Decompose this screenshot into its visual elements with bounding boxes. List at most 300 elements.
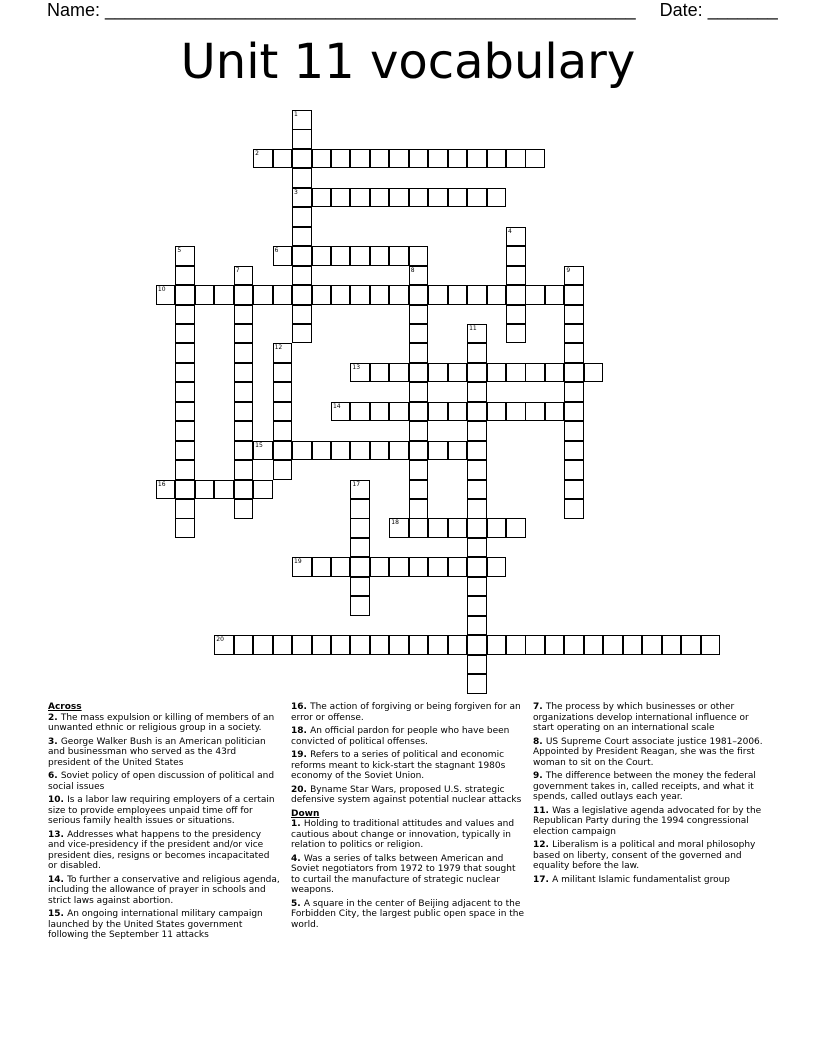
crossword-cell[interactable] — [370, 635, 390, 655]
crossword-cell[interactable] — [564, 266, 584, 286]
crossword-cell[interactable] — [506, 149, 526, 169]
clue-number: 19 — [294, 558, 302, 566]
crossword-cell[interactable] — [467, 441, 487, 461]
clue-item — [291, 702, 525, 723]
crossword-cell[interactable] — [487, 557, 507, 577]
crossword-cell[interactable] — [467, 324, 487, 344]
crossword-cell[interactable] — [234, 343, 254, 363]
crossword-cell[interactable] — [312, 246, 332, 266]
crossword-cell[interactable] — [331, 246, 351, 266]
crossword-cell[interactable] — [487, 518, 507, 538]
crossword-cell[interactable] — [292, 129, 312, 149]
crossword-cell[interactable] — [409, 557, 429, 577]
crossword-cell[interactable] — [467, 382, 487, 402]
clue-text: The mass expulsion or killing of members of an unwanted ethnic or religious group in a society. — [48, 712, 275, 733]
clue-number-label: 4. — [291, 853, 304, 864]
crossword-cell[interactable] — [389, 441, 409, 461]
crossword-cell[interactable] — [506, 402, 526, 422]
crossword-cell[interactable] — [312, 188, 332, 208]
crossword-cell[interactable] — [428, 635, 448, 655]
crossword-cell[interactable] — [253, 285, 273, 305]
crossword-cell[interactable] — [409, 402, 429, 422]
clue-item — [291, 899, 525, 931]
crossword-cell[interactable] — [584, 635, 604, 655]
clue-number-label: 1. — [291, 819, 304, 829]
crossword-cell[interactable] — [506, 285, 526, 305]
crossword-cell[interactable] — [350, 441, 370, 461]
crossword-cell[interactable] — [467, 616, 487, 636]
crossword-cell[interactable] — [506, 324, 526, 344]
crossword-cell[interactable] — [234, 266, 254, 286]
crossword-cell[interactable] — [448, 188, 468, 208]
crossword-cell[interactable] — [467, 538, 487, 558]
crossword-cell[interactable] — [214, 480, 234, 500]
crossword-cell[interactable] — [623, 635, 643, 655]
crossword-cell[interactable] — [467, 480, 487, 500]
crossword-cell[interactable] — [564, 402, 584, 422]
crossword-cell[interactable] — [370, 188, 390, 208]
clue-number: 9 — [566, 266, 571, 274]
crossword-cell[interactable] — [545, 363, 565, 383]
crossword-cell[interactable] — [331, 402, 351, 422]
crossword-cell[interactable] — [564, 285, 584, 305]
crossword-cell[interactable] — [253, 635, 273, 655]
crossword-cell[interactable] — [564, 480, 584, 500]
clue-item — [533, 840, 767, 872]
across-clue-list-continued — [291, 702, 525, 806]
crossword-cell[interactable] — [175, 285, 195, 305]
crossword-cell[interactable] — [175, 518, 195, 538]
crossword-cell[interactable] — [662, 635, 682, 655]
crossword-cell[interactable] — [350, 557, 370, 577]
crossword-cell[interactable] — [525, 149, 545, 169]
crossword-cell[interactable] — [467, 460, 487, 480]
crossword-cell[interactable] — [564, 441, 584, 461]
crossword-cell[interactable] — [292, 324, 312, 344]
crossword-cell[interactable] — [389, 557, 409, 577]
clue-text: An official pardon for people who have been convicted of political offenses. — [291, 726, 510, 747]
crossword-cell[interactable] — [525, 635, 545, 655]
clue-text: Addresses what happens to the presidency and vice-presidency if the president and/or vice president dies, resigns or becomes incapacitated or disabled. — [48, 829, 270, 871]
clue-number: 18 — [391, 519, 399, 527]
crossword-cell[interactable] — [584, 363, 604, 383]
crossword-cell[interactable] — [292, 110, 312, 130]
crossword-cell[interactable] — [195, 285, 215, 305]
name-field[interactable]: _____________________________________________________ — [105, 0, 636, 20]
crossword-cell[interactable] — [234, 421, 254, 441]
clue-number: 17 — [352, 480, 361, 488]
clue-number-label: 14. — [48, 874, 68, 885]
crossword-cell[interactable] — [564, 635, 584, 655]
crossword-cell[interactable] — [234, 402, 254, 422]
clue-number-label: 6. — [48, 771, 61, 781]
crossword-cell[interactable] — [350, 402, 370, 422]
crossword-cell[interactable] — [253, 149, 273, 169]
crossword-cell[interactable] — [389, 188, 409, 208]
crossword-cell[interactable] — [253, 441, 273, 461]
crossword-cell[interactable] — [350, 363, 370, 383]
crossword-cell[interactable] — [428, 188, 448, 208]
crossword-cell[interactable] — [273, 460, 293, 480]
crossword-cell[interactable] — [409, 363, 429, 383]
crossword-cell[interactable] — [331, 188, 351, 208]
crossword-cell[interactable] — [428, 441, 448, 461]
crossword-cell[interactable] — [487, 188, 507, 208]
crossword-cell[interactable] — [234, 441, 254, 461]
clue-number-label: 17. — [533, 874, 553, 885]
crossword-cell[interactable] — [350, 635, 370, 655]
crossword-cell[interactable] — [350, 518, 370, 538]
clue-text: Was a series of talks between American and Soviet negotiators from 1972 to 1979 that sought to curtail the manufacture of strategic nuclear weapons. — [291, 853, 516, 895]
clue-number-label: 7. — [533, 702, 546, 712]
crossword-cell[interactable] — [448, 402, 468, 422]
crossword-cell[interactable] — [525, 402, 545, 422]
crossword-cell[interactable] — [681, 635, 701, 655]
crossword-cell[interactable] — [409, 149, 429, 169]
crossword-cell[interactable] — [506, 363, 526, 383]
clue-item — [291, 750, 525, 782]
clue-number-label: 8. — [533, 736, 546, 747]
crossword-cell[interactable] — [409, 305, 429, 325]
clue-item — [533, 806, 767, 838]
crossword-cell[interactable] — [331, 285, 351, 305]
crossword-cell[interactable] — [467, 655, 487, 675]
crossword-cell[interactable] — [487, 149, 507, 169]
crossword-cell[interactable] — [428, 363, 448, 383]
crossword-cell[interactable] — [292, 149, 312, 169]
clue-text: Byname Star Wars, proposed U.S. strategic defensive system against potential nuclear attacks — [291, 784, 522, 805]
clue-text: A square in the center of Beijing adjacent to the Forbidden City, the largest public open space in the world. — [291, 898, 525, 930]
clue-item — [48, 875, 280, 907]
clue-number-label: 12. — [533, 840, 553, 850]
crossword-cell[interactable] — [312, 557, 332, 577]
crossword-cell[interactable] — [409, 324, 429, 344]
page-title: Unit 11 vocabulary — [180, 34, 636, 90]
crossword-cell[interactable] — [214, 285, 234, 305]
crossword-cell[interactable] — [467, 577, 487, 597]
crossword-cell[interactable] — [273, 343, 293, 363]
crossword-cell[interactable] — [234, 285, 254, 305]
crossword-cell[interactable] — [331, 149, 351, 169]
crossword-cell[interactable] — [234, 305, 254, 325]
clue-item — [533, 702, 767, 734]
date-field[interactable]: _______ — [707, 0, 778, 20]
crossword-cell[interactable] — [175, 305, 195, 325]
crossword-cell[interactable] — [350, 596, 370, 616]
crossword-cell[interactable] — [545, 402, 565, 422]
crossword-cell[interactable] — [409, 518, 429, 538]
crossword-cell[interactable] — [350, 149, 370, 169]
crossword-cell[interactable] — [273, 402, 293, 422]
crossword-cell[interactable] — [350, 499, 370, 519]
crossword-cell[interactable] — [467, 188, 487, 208]
clue-text: Is a labor law requiring employers of a certain size to provide employees unpaid time off for serious family health issues or situations. — [48, 795, 275, 826]
crossword-cell[interactable] — [409, 499, 429, 519]
clues-column-1 — [48, 702, 280, 944]
crossword-cell[interactable] — [331, 635, 351, 655]
crossword-cell[interactable] — [253, 480, 273, 500]
crossword-cell[interactable] — [525, 363, 545, 383]
crossword-cell[interactable] — [409, 266, 429, 286]
crossword-cell[interactable] — [564, 460, 584, 480]
crossword-cell[interactable] — [234, 324, 254, 344]
crossword-cell[interactable] — [467, 285, 487, 305]
crossword-cell[interactable] — [467, 402, 487, 422]
crossword-cell[interactable] — [409, 285, 429, 305]
down-clue-list-continued — [533, 702, 767, 885]
crossword-cell[interactable] — [350, 538, 370, 558]
crossword-cell[interactable] — [292, 188, 312, 208]
crossword-cell[interactable] — [370, 441, 390, 461]
crossword-cell[interactable] — [195, 480, 215, 500]
crossword-cell[interactable] — [370, 363, 390, 383]
crossword-cell[interactable] — [234, 480, 254, 500]
across-header: Across — [48, 702, 82, 712]
crossword-cell[interactable] — [448, 635, 468, 655]
crossword-cell[interactable] — [292, 266, 312, 286]
crossword-cell[interactable] — [350, 285, 370, 305]
crossword-cell[interactable] — [525, 285, 545, 305]
crossword-cell[interactable] — [389, 246, 409, 266]
clue-text: Holding to traditional attitudes and values and cautious about change or innovation, typically in relation to politics or religion. — [291, 819, 515, 850]
crossword-cell[interactable] — [487, 363, 507, 383]
clue-number-label: 9. — [533, 771, 546, 781]
clue-number: 1 — [294, 111, 298, 118]
clue-number: 14 — [332, 402, 341, 410]
clue-number-label: 13. — [48, 829, 68, 840]
crossword-cell[interactable] — [409, 480, 429, 500]
crossword-cell[interactable] — [389, 363, 409, 383]
crossword-cell[interactable] — [175, 480, 195, 500]
clue-number: 5 — [177, 247, 182, 255]
crossword-cell[interactable] — [312, 285, 332, 305]
crossword-cell[interactable] — [545, 635, 565, 655]
crossword-cell[interactable] — [175, 460, 195, 480]
name-label: Name: — [47, 0, 101, 20]
crossword-cell[interactable] — [350, 188, 370, 208]
clue-number-label: 15. — [48, 909, 68, 919]
crossword-cell[interactable] — [331, 557, 351, 577]
crossword-cell[interactable] — [409, 382, 429, 402]
crossword-cell[interactable] — [234, 635, 254, 655]
crossword-cell[interactable] — [467, 343, 487, 363]
clue-number: 7 — [235, 266, 240, 274]
crossword-cell[interactable] — [603, 635, 623, 655]
crossword-cell[interactable] — [234, 382, 254, 402]
crossword-cell[interactable] — [467, 499, 487, 519]
clue-text: An ongoing international military campaign launched by the United States government following the September 11 attacks — [48, 909, 263, 940]
clue-item — [533, 771, 767, 803]
crossword-cell[interactable] — [506, 518, 526, 538]
crossword-cell[interactable] — [467, 363, 487, 383]
clue-item — [48, 909, 280, 941]
crossword-cell[interactable] — [467, 596, 487, 616]
crossword-cell[interactable] — [642, 635, 662, 655]
crossword-cell[interactable] — [467, 421, 487, 441]
crossword-cell[interactable] — [506, 227, 526, 247]
crossword-cell[interactable] — [175, 402, 195, 422]
crossword-cell[interactable] — [409, 460, 429, 480]
crossword-cell[interactable] — [428, 557, 448, 577]
crossword-cell[interactable] — [389, 518, 409, 538]
clue-item — [291, 819, 525, 851]
crossword-cell[interactable] — [175, 246, 195, 266]
clue-text: To further a conservative and religious agenda, including the allowance of prayer in schools and strict laws against abortion. — [48, 874, 280, 906]
clue-text: Refers to a series of political and economic reforms meant to kick-start the stagnant 1980s economy of the Soviet Union. — [291, 750, 506, 781]
crossword-cell[interactable] — [389, 149, 409, 169]
crossword-cell[interactable] — [234, 460, 254, 480]
crossword-cell[interactable] — [370, 246, 390, 266]
crossword-cell[interactable] — [175, 499, 195, 519]
clue-number: 6 — [274, 247, 279, 255]
crossword-cell[interactable] — [564, 305, 584, 325]
crossword-cell[interactable] — [273, 441, 293, 461]
crossword-cell[interactable] — [409, 246, 429, 266]
crossword-cell[interactable] — [370, 557, 390, 577]
crossword-cell[interactable] — [409, 635, 429, 655]
crossword-cell[interactable] — [506, 246, 526, 266]
clue-text: Was a legislative agenda advocated for by the Republican Party during the 1994 congressional election campaign — [533, 805, 762, 837]
clue-item — [48, 771, 280, 792]
crossword-cell[interactable] — [448, 441, 468, 461]
clue-item — [48, 795, 280, 827]
crossword-cell[interactable] — [273, 382, 293, 402]
crossword-cell[interactable] — [487, 285, 507, 305]
crossword-cell[interactable] — [409, 441, 429, 461]
crossword-cell[interactable] — [175, 266, 195, 286]
clue-number: 10 — [157, 286, 166, 294]
crossword-cell[interactable] — [448, 363, 468, 383]
crossword-cell[interactable] — [350, 246, 370, 266]
clues-column-3 — [533, 702, 767, 888]
crossword-cell[interactable] — [273, 285, 293, 305]
crossword-cell[interactable] — [506, 305, 526, 325]
crossword-cell[interactable] — [273, 149, 293, 169]
crossword-cell[interactable] — [389, 402, 409, 422]
crossword-cell[interactable] — [487, 402, 507, 422]
crossword-cell[interactable] — [312, 441, 332, 461]
clue-number-label: 5. — [291, 898, 304, 909]
crossword-cell[interactable] — [214, 635, 234, 655]
crossword-cell[interactable] — [467, 674, 487, 694]
crossword-cell[interactable] — [564, 324, 584, 344]
crossword-cell[interactable] — [370, 402, 390, 422]
crossword-cell[interactable] — [292, 557, 312, 577]
crossword-cell[interactable] — [448, 285, 468, 305]
crossword-cell[interactable] — [564, 382, 584, 402]
clue-number: 13 — [352, 363, 361, 371]
clues-column-2 — [291, 702, 525, 933]
crossword-cell[interactable] — [273, 421, 293, 441]
clue-number: 20 — [216, 636, 224, 644]
crossword-cell[interactable] — [292, 305, 312, 325]
crossword-cell[interactable] — [428, 285, 448, 305]
date-label: Date: — [659, 0, 703, 20]
crossword-cell[interactable] — [292, 285, 312, 305]
clue-item — [48, 737, 280, 769]
crossword-cell[interactable] — [292, 168, 312, 188]
crossword-cell[interactable] — [234, 499, 254, 519]
crossword-cell[interactable] — [409, 188, 429, 208]
clue-text: The difference between the money the federal government takes in, called receipts, and what it spends, called outlays each year. — [533, 771, 756, 802]
crossword-cell[interactable] — [350, 577, 370, 597]
crossword-cell[interactable] — [428, 402, 448, 422]
crossword-cell[interactable] — [506, 266, 526, 286]
crossword-cell[interactable] — [175, 324, 195, 344]
crossword-cell[interactable] — [175, 441, 195, 461]
down-header: Down — [291, 808, 320, 819]
crossword-cell[interactable] — [448, 557, 468, 577]
clue-number-label: 3. — [48, 736, 61, 747]
clue-number-label: 18. — [291, 726, 311, 736]
crossword-cell[interactable] — [409, 421, 429, 441]
clue-text: The process by which businesses or other organizations develop international influence or start operating on an international scale — [533, 702, 749, 733]
crossword-cell[interactable] — [331, 441, 351, 461]
crossword-cell[interactable] — [564, 343, 584, 363]
clue-number: 2 — [255, 149, 259, 157]
crossword-cell[interactable] — [273, 363, 293, 383]
crossword-cell[interactable] — [389, 285, 409, 305]
crossword-cell[interactable] — [273, 635, 293, 655]
crossword-cell[interactable] — [389, 635, 409, 655]
crossword-cell[interactable] — [292, 246, 312, 266]
crossword-cell[interactable] — [506, 635, 526, 655]
crossword-cell[interactable] — [467, 149, 487, 169]
crossword-cell[interactable] — [428, 518, 448, 538]
crossword-cell[interactable] — [156, 480, 176, 500]
clue-text: The action of forgiving or being forgiven for an error or offense. — [291, 702, 521, 723]
crossword-cell[interactable] — [701, 635, 721, 655]
crossword-cell[interactable] — [175, 343, 195, 363]
clue-text: Liberalism is a political and moral philosophy based on liberty, consent of the governed and equality before the law. — [533, 840, 756, 871]
crossword-cell[interactable] — [467, 518, 487, 538]
crossword-cell[interactable] — [292, 635, 312, 655]
crossword-cell[interactable] — [175, 421, 195, 441]
crossword-cell[interactable] — [487, 635, 507, 655]
crossword-cell[interactable] — [292, 441, 312, 461]
crossword-cell[interactable] — [156, 285, 176, 305]
crossword-cell[interactable] — [312, 635, 332, 655]
clue-number: 11 — [469, 324, 477, 332]
crossword-cell[interactable] — [175, 363, 195, 383]
crossword-cell[interactable] — [312, 149, 332, 169]
crossword-cell[interactable] — [370, 149, 390, 169]
clue-number: 16 — [157, 480, 166, 488]
crossword-cell[interactable] — [545, 285, 565, 305]
clue-number: 4 — [508, 227, 512, 235]
crossword-cell[interactable] — [350, 480, 370, 500]
clue-item — [48, 830, 280, 872]
crossword-cell[interactable] — [292, 227, 312, 247]
crossword-cell[interactable] — [175, 382, 195, 402]
clue-number-label: 10. — [48, 795, 68, 805]
across-clue-list — [48, 713, 280, 941]
crossword-cell[interactable] — [564, 363, 584, 383]
crossword-cell[interactable] — [564, 499, 584, 519]
crossword-cell[interactable] — [467, 635, 487, 655]
crossword-cell[interactable] — [467, 557, 487, 577]
crossword-cell[interactable] — [273, 246, 293, 266]
crossword-cell[interactable] — [234, 363, 254, 383]
crossword-cell[interactable] — [409, 343, 429, 363]
crossword-cell[interactable] — [370, 285, 390, 305]
crossword-cell[interactable] — [564, 421, 584, 441]
crossword-cell[interactable] — [448, 518, 468, 538]
clue-text: Soviet policy of open discussion of political and social issues — [48, 771, 275, 792]
crossword-cell[interactable] — [292, 207, 312, 227]
crossword-cell[interactable] — [448, 149, 468, 169]
crossword-cell[interactable] — [428, 149, 448, 169]
